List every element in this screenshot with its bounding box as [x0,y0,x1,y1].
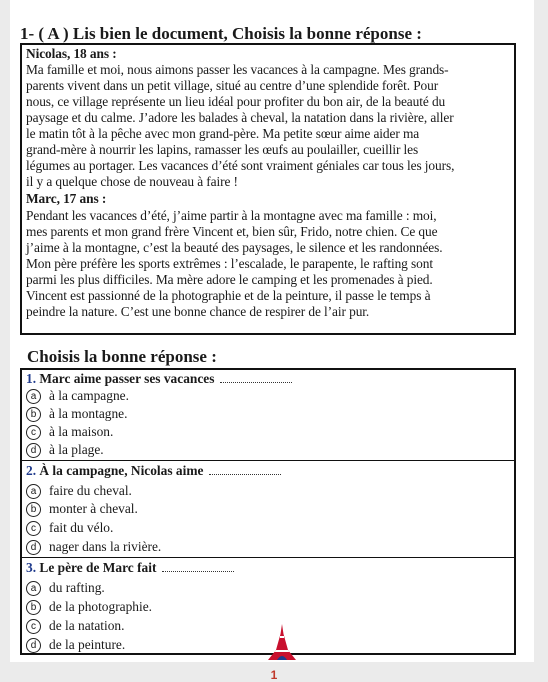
option-2b[interactable] [26,501,138,517]
option-letter: a [26,581,41,596]
answer-blank [220,372,292,383]
option-text: monter à cheval. [49,501,138,516]
text-line: parmi les plus difficiles. Ma mère adore le camping et les promenades à pied. [26,272,433,287]
answer-blank [162,561,234,572]
quiz-box [20,368,516,655]
text-line: Mon père préfère les sports extrêmes : l’escalade, le parapente, le rafting sont [26,256,433,271]
option-text: du rafting. [49,580,105,595]
option-letter: c [26,425,41,440]
option-text: faire du cheval. [49,483,132,498]
text-line: Marc, 17 ans : [26,191,107,206]
page-title: 1- ( A ) Lis bien le document, Choisis la bonne réponse : [20,24,422,43]
text-line: Nicolas, 18 ans : [26,46,117,61]
option-text: de la photographie. [49,599,152,614]
question-3 [26,560,234,576]
option-letter: a [26,389,41,404]
option-3d[interactable] [26,637,125,653]
answer-blank [209,464,281,475]
text-line: grand-mère à nourrir les lapins, ramasser les œufs au poulailler, cueillir les [26,142,419,157]
option-letter: c [26,619,41,634]
text-line: il y a quelque chose de nouveau à faire ! [26,174,238,189]
question-number: 2. [26,463,37,478]
option-text: nager dans la rivière. [49,539,162,554]
option-text: à la montagne. [49,406,128,421]
text-line: parents vivent dans un petit village, situé au centre d’une splendide forêt. Pour [26,78,439,93]
option-3c[interactable] [26,618,124,634]
reading-text-box [20,43,516,335]
option-1c[interactable] [26,424,113,440]
option-text: à la plage. [49,442,104,457]
text-line: Ma famille et moi, nous aimons passer les vacances à la campagne. Mes grands- [26,62,449,77]
text-line: mes parents et mon grand frère Vincent et, bien sûr, Frido, notre chien. Ce que [26,224,438,239]
option-1a[interactable] [26,388,129,404]
question-number: 3. [26,560,37,575]
text-line: j’aime à la montagne, c’est la beauté des paysages, le silence et les randonnées. [26,240,443,255]
option-2c[interactable] [26,520,113,536]
text-line: légumes au portager. Les vacances d’été sont vraiment géniales car tous les jours, [26,158,455,173]
option-1d[interactable] [26,442,104,458]
text-line: peindre la nature. C’est une bonne chance de respirer de l’air pur. [26,304,370,319]
option-text: de la natation. [49,618,125,633]
option-2d[interactable] [26,539,161,555]
quiz-heading: Choisis la bonne réponse : [27,347,217,366]
option-letter: d [26,540,41,555]
text-line: Vincent est passionné de la photographie et de la peinture, il passe le temps à [26,288,431,303]
option-letter: d [26,638,41,653]
option-3a[interactable] [26,580,105,596]
text-line: nous, ce village représente un lieu idéal pour profiter du bon air, de la beauté du [26,94,446,109]
option-letter: d [26,443,41,458]
question-2 [26,463,281,479]
option-text: à la campagne. [49,388,129,403]
option-3b[interactable] [26,599,152,615]
question-text: Marc aime passer ses vacances [39,371,215,386]
eiffel-tower-logo-icon [262,622,302,662]
option-1b[interactable] [26,406,127,422]
question-number: 1. [26,371,37,386]
option-letter: c [26,521,41,536]
option-letter: b [26,407,41,422]
question-text: À la campagne, Nicolas aime [39,463,204,478]
question-text: Le père de Marc fait [39,560,157,575]
page-number: 1 [270,668,278,682]
option-text: à la maison. [49,424,114,439]
option-text: de la peinture. [49,637,126,652]
text-line: Pendant les vacances d’été, j’aime partir à la montagne avec ma famille : moi, [26,208,437,223]
option-text: fait du vélo. [49,520,114,535]
question-divider [22,460,514,461]
option-2a[interactable] [26,483,132,499]
question-1 [26,371,292,387]
question-divider [22,557,514,558]
text-line: paysage et du calme. J’adore les balades à cheval, la natation dans la rivière, aller [26,110,454,125]
option-letter: b [26,600,41,615]
text-line: le matin tôt à la pêche avec mon grand-père. Ma petite sœur aime aider ma [26,126,420,141]
option-letter: b [26,502,41,517]
option-letter: a [26,484,41,499]
